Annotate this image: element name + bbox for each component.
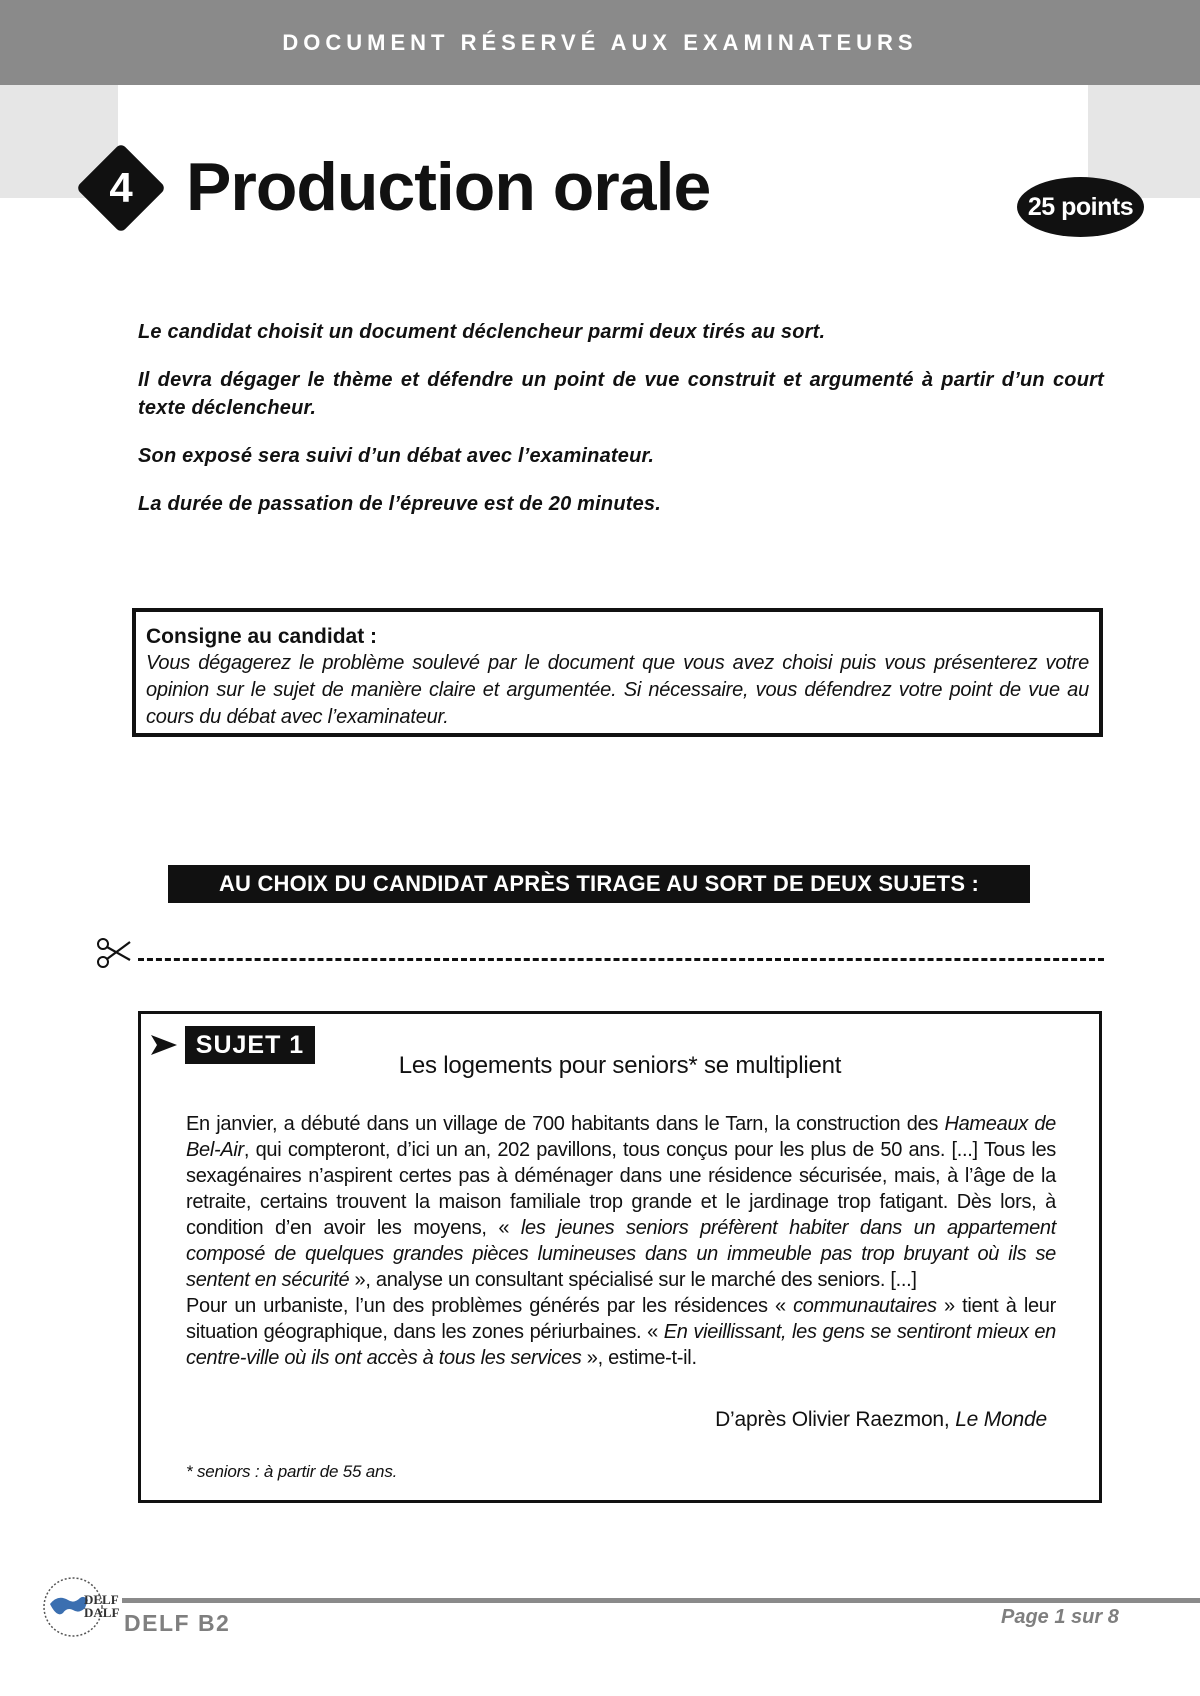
article-title: Les logements pour seniors* se multiplient — [398, 1052, 842, 1079]
page-title: Production orale — [186, 149, 711, 225]
subject-badge: SUJET 1 — [185, 1026, 315, 1064]
footnote: * seniors : à partir de 55 ans. — [186, 1462, 398, 1481]
svg-text:DALF: DALF — [84, 1605, 120, 1620]
article-body — [186, 1111, 1056, 1371]
consigne-text: Vous dégagerez le problème soulevé par le document que vous avez choisi puis vous présenterez votre opinion sur le sujet de manière claire et argumentée. Si nécessaire, vous défendrez votre point de vue au cours du débat avec l’examinateur. — [146, 652, 1089, 728]
consigne-box — [132, 608, 1103, 737]
examiner-banner-text: DOCUMENT RÉSERVÉ AUX EXAMINATEURS — [282, 29, 918, 55]
delf-dalf-seal-logo — [40, 1574, 122, 1640]
examiner-banner — [0, 0, 1200, 85]
choice-banner: AU CHOIX DU CANDIDAT APRÈS TIRAGE AU SORT DE DEUX SUJETS : — [168, 865, 1030, 903]
instruction-line: Son exposé sera suivi d’un débat avec l’examinateur. — [138, 445, 655, 467]
cut-line — [138, 958, 1104, 961]
section-number: 4 — [109, 164, 133, 211]
article-source: D’après Olivier Raezmon, Le Monde — [715, 1408, 1047, 1431]
points-badge: 25 points — [1017, 177, 1144, 237]
article-paragraph: Pour un urbaniste, l’un des problèmes générés par les résidences « communautaires » tient à leur situation géographique, dans les zones périurbaines. « En vieillissant, les gens se sentiront mieux en centre-ville où ils ont accès à tous les services », estime-t-il. — [186, 1295, 1056, 1369]
instructions — [138, 318, 1104, 538]
subject-box — [138, 1011, 1102, 1503]
instruction-line: Il devra dégager le thème et défendre un point de vue construit et argumenté à partir d’un court texte déclencheur. — [138, 369, 1104, 419]
consigne-label: Consigne au candidat : — [146, 625, 378, 648]
instruction-line: Le candidat choisit un document déclencheur parmi deux tirés au sort. — [138, 321, 826, 343]
scissors-icon — [96, 936, 136, 970]
article-paragraph: En janvier, a débuté dans un village de 700 habitants dans le Tarn, la construction des Hameaux de Bel-Air, qui compteront, d’ici un an, 202 pavillons, tous conçus pour les plus de 50 ans. [...] Tous les sexagénaires n’aspirent certes pas à déménager dans une résidence sécurisée, mais, à l’âge de la retraite, certains trouvent la maison familiale trop grande et le jardinage trop fatigant. Dès lors, à condition d’en avoir les moyens, « les jeunes seniors préfèrent habiter dans un appartement composé de quelques grandes pièces lumineuses dans un immeuble pas trop bruyant où ils se sentent en sécurité », analyse un consultant spécialisé sur le marché des seniors. [...] — [186, 1113, 1057, 1291]
footer-rule — [122, 1598, 1200, 1603]
page-number: Page 1 sur 8 — [1001, 1606, 1119, 1628]
footer-level: DELF B2 — [124, 1610, 231, 1636]
svg-text:DELF: DELF — [84, 1592, 119, 1607]
instruction-line: La durée de passation de l’épreuve est de 20 minutes. — [138, 493, 662, 515]
